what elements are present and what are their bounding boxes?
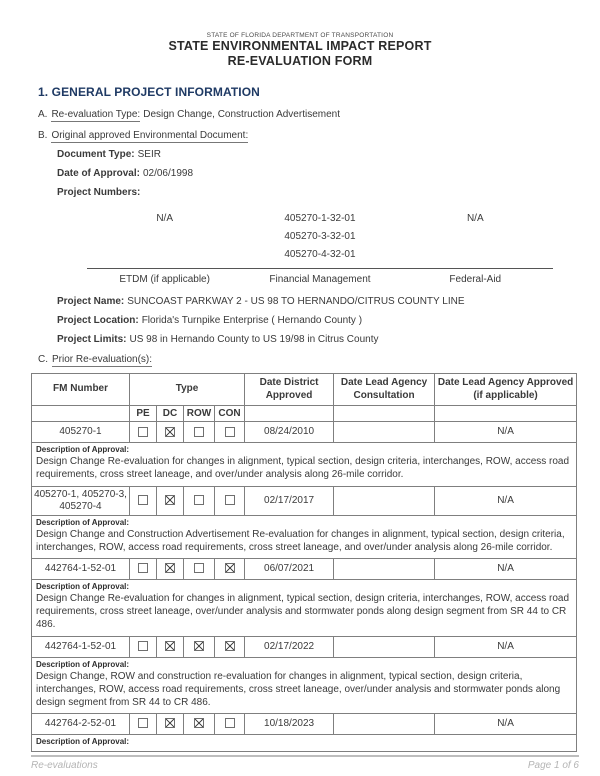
prior-reevaluations-line xyxy=(38,354,575,365)
project-numbers-label: Project Numbers: xyxy=(57,187,141,199)
project-location-line xyxy=(57,315,575,326)
dc-cell xyxy=(157,636,184,657)
date-district-approved-column-header: Date District Approved xyxy=(245,374,334,406)
project-limits-line xyxy=(57,334,575,345)
financial-management-column-label: Financial Management xyxy=(269,274,371,286)
dc-checkbox xyxy=(165,718,175,728)
row-checkbox xyxy=(194,495,204,505)
prior-reevaluations-label: Prior Re-evaluation(s): xyxy=(52,354,153,366)
date-lead-agency-consultation-column-header: Date Lead Agency Consultation xyxy=(334,374,435,406)
description-label: Description of Approval: xyxy=(36,737,130,747)
table-row xyxy=(32,714,577,735)
description-label: Description of Approval: xyxy=(36,581,130,591)
federal-aid-value: N/A xyxy=(466,213,484,225)
reevaluation-type-line xyxy=(38,109,575,120)
item-c-prefix: C. xyxy=(38,354,48,366)
pe-cell xyxy=(130,422,157,443)
row-checkbox xyxy=(194,718,204,728)
con-checkbox xyxy=(225,718,235,728)
type-subheader-row xyxy=(32,406,577,422)
empty-cell xyxy=(334,406,435,422)
document-type-value: SEIR xyxy=(137,149,161,161)
date-of-approval-value: 02/06/1998 xyxy=(142,168,194,180)
report-title-line-2: RE-EVALUATION FORM xyxy=(227,53,373,68)
pe-cell xyxy=(130,486,157,515)
description-label: Description of Approval: xyxy=(36,445,130,455)
fm-number-value: 405270-3-32-01 xyxy=(284,231,356,243)
description-cell xyxy=(32,515,577,558)
project-location-label: Project Location: xyxy=(57,315,139,327)
con-cell xyxy=(215,714,245,735)
pe-cell xyxy=(130,714,157,735)
description-text: Design Change and Construction Advertisement Re-evaluation for changes in alignment, typical section, design criteria, interchanges, ROW, access road requirements, cross street laneage, and over/under analysis along 26-mile corridor. xyxy=(36,528,565,553)
project-numbers-block xyxy=(87,210,553,285)
date-lead-agency-approved-cell: N/A xyxy=(435,714,577,735)
table-row xyxy=(32,558,577,579)
item-b-prefix: B. xyxy=(38,130,48,142)
fm-number-column-header: FM Number xyxy=(32,374,130,406)
footer-divider xyxy=(31,755,579,757)
fm-number-value: 405270-4-32-01 xyxy=(284,249,356,261)
pe-subcolumn-header: PE xyxy=(130,406,157,422)
description-row xyxy=(32,735,577,752)
financial-management-values xyxy=(242,210,397,264)
dc-subcolumn-header: DC xyxy=(157,406,184,422)
fm-number-cell: 405270-1 xyxy=(32,422,130,443)
project-limits-label: Project Limits: xyxy=(57,334,127,346)
type-column-header: Type xyxy=(130,374,245,406)
fm-number-cell: 405270-1, 405270-3, 405270-4 xyxy=(32,486,130,515)
date-lead-agency-consultation-cell xyxy=(334,486,435,515)
project-numbers-line xyxy=(57,187,575,198)
description-text: Design Change Re-evaluation for changes in alignment, typical section, design criteria, interchanges, ROW, access road requirements, cross street laneage, over/under analysis and stormwater ponds along design segment from SR 44 to CR 486. xyxy=(36,592,570,631)
empty-cell xyxy=(435,406,577,422)
general-info-block xyxy=(38,109,575,365)
date-district-approved-cell: 08/24/2010 xyxy=(245,422,334,443)
row-cell xyxy=(184,636,215,657)
document-header xyxy=(31,32,569,68)
date-district-approved-cell: 10/18/2023 xyxy=(245,714,334,735)
table-row xyxy=(32,422,577,443)
description-row xyxy=(32,515,577,558)
dc-cell xyxy=(157,558,184,579)
dc-cell xyxy=(157,486,184,515)
row-cell xyxy=(184,714,215,735)
fm-number-value: 405270-1-32-01 xyxy=(284,213,356,225)
row-subcolumn-header: ROW xyxy=(184,406,215,422)
date-district-approved-cell: 06/07/2021 xyxy=(245,558,334,579)
pe-cell xyxy=(130,558,157,579)
empty-cell xyxy=(32,406,130,422)
project-location-value: Florida's Turnpike Enterprise ( Hernando County ) xyxy=(141,315,363,327)
description-label: Description of Approval: xyxy=(36,659,130,669)
con-checkbox xyxy=(225,495,235,505)
project-numbers-values xyxy=(87,210,553,264)
row-cell xyxy=(184,422,215,443)
con-checkbox xyxy=(225,563,235,573)
reevaluation-type-label: Re-evaluation Type: xyxy=(51,109,141,121)
con-cell xyxy=(215,636,245,657)
description-label: Description of Approval: xyxy=(36,517,130,527)
description-text: Design Change, ROW and construction re-evaluation for changes in alignment, typical section, design criteria, interchanges, ROW, access road requirements, cross street laneage, over/under analysis and stormwater ponds along design segment from SR 44 to CR 486. xyxy=(36,670,561,708)
agency-line: STATE OF FLORIDA DEPARTMENT OF TRANSPORTATION xyxy=(206,32,394,39)
prior-reevaluations-body xyxy=(32,422,577,752)
row-cell xyxy=(184,558,215,579)
dc-cell xyxy=(157,422,184,443)
date-district-approved-cell: 02/17/2022 xyxy=(245,636,334,657)
dc-cell xyxy=(157,714,184,735)
date-lead-agency-approved-column-header: Date Lead Agency Approved (if applicable) xyxy=(435,374,577,406)
section-heading: 1. GENERAL PROJECT INFORMATION xyxy=(38,85,260,100)
fm-number-cell: 442764-1-52-01 xyxy=(32,558,130,579)
original-document-line xyxy=(38,130,575,141)
item-a-prefix: A. xyxy=(38,109,48,121)
dc-checkbox xyxy=(165,641,175,651)
project-name-label: Project Name: xyxy=(57,296,125,308)
original-document-label: Original approved Environmental Document: xyxy=(51,130,249,142)
etdm-value: N/A xyxy=(156,213,173,225)
page-number: Page 1 of 6 xyxy=(527,760,579,772)
pe-checkbox xyxy=(138,427,148,437)
description-row xyxy=(32,443,577,486)
description-cell xyxy=(32,443,577,486)
con-checkbox xyxy=(225,641,235,651)
date-lead-agency-consultation-cell xyxy=(334,714,435,735)
date-lead-agency-consultation-cell xyxy=(334,422,435,443)
date-lead-agency-consultation-cell xyxy=(334,636,435,657)
project-name-line xyxy=(57,296,575,307)
prior-reevaluations-table xyxy=(31,373,577,752)
description-text: Design Change Re-evaluation for changes in alignment, typical section, design criteria, interchanges, ROW, access road requirements, cross street laneage, and over/under analysis along 26-mile corridor. xyxy=(36,456,570,481)
document-type-label: Document Type: xyxy=(57,149,135,161)
description-row xyxy=(32,657,577,714)
report-title-line-1: STATE ENVIRONMENTAL IMPACT REPORT xyxy=(168,39,432,54)
con-subcolumn-header: CON xyxy=(215,406,245,422)
empty-cell xyxy=(245,406,334,422)
project-name-value: SUNCOAST PARKWAY 2 - US 98 TO HERNANDO/CITRUS COUNTY LINE xyxy=(127,296,465,308)
fm-number-cell: 442764-2-52-01 xyxy=(32,714,130,735)
pe-checkbox xyxy=(138,718,148,728)
row-checkbox xyxy=(194,563,204,573)
dc-checkbox xyxy=(165,427,175,437)
footer-section-label: Re-evaluations xyxy=(31,760,98,772)
date-lead-agency-approved-cell: N/A xyxy=(435,422,577,443)
pe-checkbox xyxy=(138,495,148,505)
row-checkbox xyxy=(194,641,204,651)
project-limits-value: US 98 in Hernando County to US 19/98 in Citrus County xyxy=(129,334,379,346)
date-lead-agency-consultation-cell xyxy=(334,558,435,579)
description-row xyxy=(32,579,577,636)
con-cell xyxy=(215,558,245,579)
date-of-approval-label: Date of Approval: xyxy=(57,168,140,180)
description-cell xyxy=(32,735,577,752)
date-of-approval-line xyxy=(57,168,575,179)
date-lead-agency-approved-cell: N/A xyxy=(435,486,577,515)
row-checkbox xyxy=(194,427,204,437)
con-cell xyxy=(215,422,245,443)
pe-cell xyxy=(130,636,157,657)
project-numbers-column-labels xyxy=(87,274,553,285)
reevaluation-type-value: Design Change, Construction Advertisement xyxy=(143,109,340,121)
date-lead-agency-approved-cell: N/A xyxy=(435,558,577,579)
fm-number-cell: 442764-1-52-01 xyxy=(32,636,130,657)
table-row xyxy=(32,486,577,515)
pe-checkbox xyxy=(138,641,148,651)
etdm-column-label: ETDM (if applicable) xyxy=(119,274,210,286)
table-row xyxy=(32,636,577,657)
con-cell xyxy=(215,486,245,515)
dc-checkbox xyxy=(165,563,175,573)
document-type-line xyxy=(57,149,575,160)
table-header-row xyxy=(32,374,577,406)
con-checkbox xyxy=(225,427,235,437)
project-numbers-divider xyxy=(87,268,553,269)
date-lead-agency-approved-cell: N/A xyxy=(435,636,577,657)
date-district-approved-cell: 02/17/2017 xyxy=(245,486,334,515)
row-cell xyxy=(184,486,215,515)
pe-checkbox xyxy=(138,563,148,573)
page-footer xyxy=(31,755,579,771)
description-cell xyxy=(32,579,577,636)
description-cell xyxy=(32,657,577,714)
federal-aid-column-label: Federal-Aid xyxy=(449,274,502,286)
dc-checkbox xyxy=(165,495,175,505)
